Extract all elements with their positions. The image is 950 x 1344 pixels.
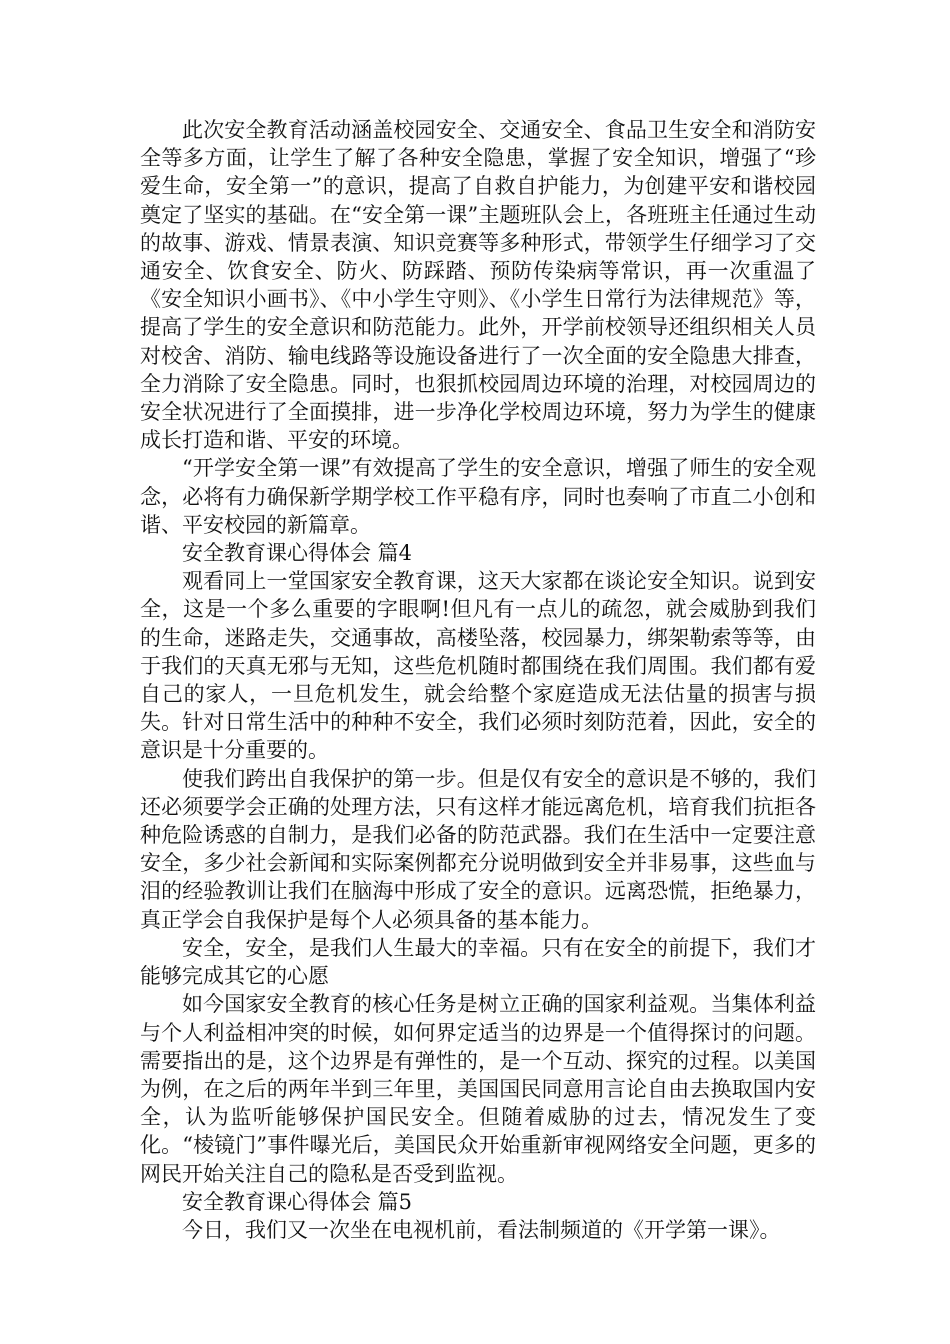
paragraph-tv-lesson: 今日，我们又一次坐在电视机前，看法制频道的《开学第一课》。 xyxy=(182,1217,781,1242)
paragraph-safety-happiness: 安全，安全，是我们人生最大的幸福。只有在安全的前提下，我们才能够完成其它的心愿 xyxy=(140,935,816,989)
paragraph-first-lesson: “开学安全第一课”有效提高了学生的安全意识，增强了师生的安全观念，必将有力确保新学期学校工作平稳有序，同时也奏响了市直二小创和谐、平安校园的新篇章。 xyxy=(140,456,816,537)
paragraph-national-security-lesson: 观看同上一堂国家安全教育课，这天大家都在谈论安全知识。说到安全，这是一个多么重要的字眼啊!但凡有一点儿的疏忽，就会威胁到我们的生命，迷路走失，交通事故，高楼坠落，校园暴力，绑架勒索等等，由于我们的天真无邪与无知，这些危机随时都围绕在我们周围。我们都有爱自己的家人，一旦危机发生，就会给整个家庭造成无法估量的损害与损失。针对日常生活中的种种不安全，我们必须时刻防范着，因此，安全的意识是十分重要的。 xyxy=(140,569,816,763)
paragraph-safety-activity: 此次安全教育活动涵盖校园安全、交通安全、食品卫生安全和消防安全等多方面，让学生了解了各种安全隐患，掌握了安全知识，增强了“珍爱生命，安全第一”的意识，提高了自救自护能力，为创建平安和谐校园奠定了坚实的基础。在“安全第一课”主题班队会上，各班班主任通过生动的故事、游戏、情景表演、知识竞赛等多种形式，带领学生仔细学习了交通安全、饮食安全、防火、防踩踏、预防传染病等常识，再一次重温了《安全知识小画书》、《中小学生守则》、《小学生日常行为法律规范》等，提高了学生的安全意识和防范能力。此外，开学前校领导还组织相关人员对校舍、消防、输电线路等设施设备进行了一次全面的安全隐患大排查，全力消除了安全隐患。同时，也狠抓校园周边环境的治理，对校园周边的安全状况进行了全面摸排，进一步净化学校周边环境，努力为学生的健康成长打造和谐、平安的环境。 xyxy=(140,118,816,453)
paragraph-national-interest: 如今国家安全教育的核心任务是树立正确的国家利益观。当集体利益与个人利益相冲突的时候，如何界定适当的边界是一个值得探讨的问题。需要指出的是，这个边界是有弹性的，是一个互动、探究的过程。以美国为例，在之后的两年半到三年里，美国国民同意用言论自由去换取国内安全，认为监听能够保护国民安全。但随着威胁的过去，情况发生了变化。“棱镜门”事件曝光后，美国民众开始重新审视网络安全问题，更多的网民开始关注自己的隐私是否受到监视。 xyxy=(140,992,816,1186)
document-body xyxy=(140,116,816,1244)
section-heading-4: 安全教育课心得体会 篇4 xyxy=(182,541,413,566)
paragraph-self-protection: 使我们跨出自我保护的第一步。但是仅有安全的意识是不够的，我们还必须要学会正确的处理方法，只有这样才能远离危机，培育我们抗拒各种危险诱惑的自制力，是我们必备的防范武器。我们在生活中一定要注意安全，多少社会新闻和实际案例都充分说明做到安全并非易事，这些血与泪的经验教训让我们在脑海中形成了安全的意识。远离恐慌，拒绝暴力，真正学会自我保护是每个人必须具备的基本能力。 xyxy=(140,766,816,932)
section-heading-5: 安全教育课心得体会 篇5 xyxy=(182,1189,413,1214)
